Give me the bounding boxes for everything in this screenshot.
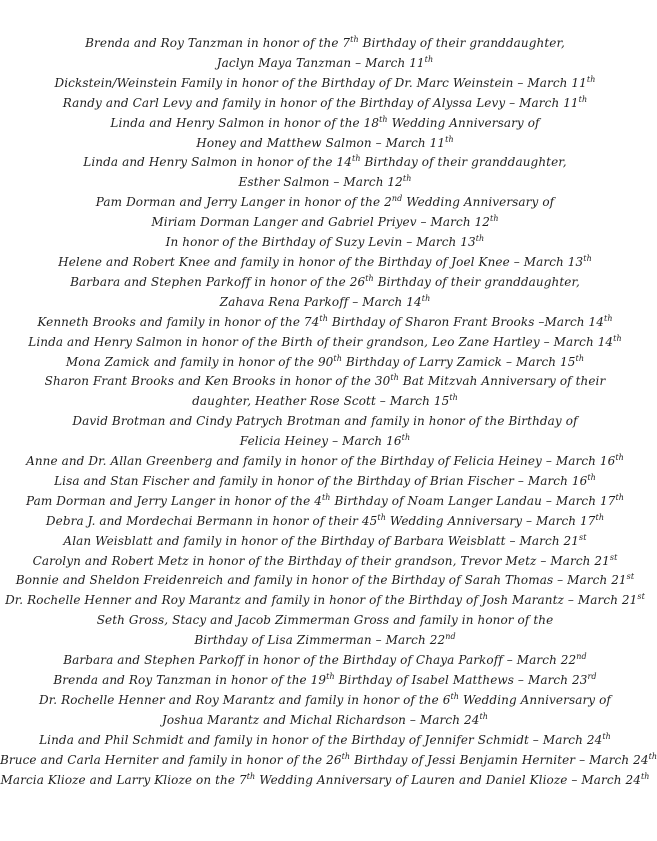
honor-line: Linda and Henry Salmon in honor of the 14th Birthday of their granddaughter, [83, 154, 567, 170]
honor-line: Dr. Rochelle Henner and Roy Marantz and family in honor of the Birthday of Josh Marantz – March 21st [5, 592, 645, 608]
honor-line: Barbara and Stephen Parkoff in honor of the Birthday of Chaya Parkoff – March 22nd [63, 652, 587, 668]
honor-line: Bonnie and Sheldon Freidenreich and family in honor of the Birthday of Sarah Thomas – March 21st [15, 572, 635, 588]
honor-line: Lisa and Stan Fischer and family in honor of the Birthday of Brian Fischer – March 16th [54, 472, 596, 488]
honor-line: Birthday of Lisa Zimmerman – March 22nd [194, 632, 456, 648]
honor-line: Linda and Henry Salmon in honor of the 18th Wedding Anniversary of [110, 114, 540, 130]
honor-line: In honor of the Birthday of Suzy Levin – March 13th [165, 234, 485, 250]
honor-line: Alan Weisblatt and family in honor of the Birthday of Barbara Weisblatt – March 21st [63, 532, 587, 548]
honor-line: Anne and Dr. Allan Greenberg and family in honor of the Birthday of Felicia Heiney – March 16th [26, 453, 624, 469]
honor-line: Miriam Dorman Langer and Gabriel Priyev – March 12th [151, 214, 499, 230]
honor-line: David Brotman and Cindy Patrych Brotman and family in honor of the Birthday of [72, 414, 578, 429]
honor-lines-list [0, 34, 657, 790]
honor-line: Carolyn and Robert Metz in honor of the Birthday of their grandson, Trevor Metz – March 21st [32, 552, 618, 568]
honor-line: Brenda and Roy Tanzman in honor of the 19th Birthday of Isabel Matthews – March 23rd [53, 672, 597, 687]
honor-line: Randy and Carl Levy and family in honor of the Birthday of Alyssa Levy – March 11th [62, 94, 588, 110]
honor-line: Linda and Henry Salmon in honor of the Birth of their grandson, Leo Zane Hartley – March 14th [28, 333, 622, 349]
honor-line: Kenneth Brooks and family in honor of the 74th Birthday of Sharon Frant Brooks –March 14th [37, 313, 613, 329]
honor-line: Pam Dorman and Jerry Langer in honor of the 4th Birthday of Noam Langer Landau – March 17th [25, 492, 625, 508]
honor-line: daughter, Heather Rose Scott – March 15th [192, 393, 458, 409]
honor-line: Dickstein/Weinstein Family in honor of the Birthday of Dr. Marc Weinstein – March 11th [54, 74, 596, 90]
honor-line: Helene and Robert Knee and family in honor of the Birthday of Joel Knee – March 13th [58, 253, 592, 269]
honor-line: Felicia Heiney – March 16th [239, 433, 411, 449]
honor-line: Honey and Matthew Salmon – March 11th [196, 134, 454, 150]
honor-line: Dr. Rochelle Henner and Roy Marantz and family in honor of the 6th Wedding Anniversary of [39, 691, 611, 707]
honor-line: Zahava Rena Parkoff – March 14th [219, 293, 431, 309]
honor-line: Brenda and Roy Tanzman in honor of the 7th Birthday of their granddaughter, [85, 35, 565, 50]
honor-line: Jaclyn Maya Tanzman – March 11th [216, 54, 434, 70]
honor-line: Barbara and Stephen Parkoff in honor of the 26th Birthday of their granddaughter, [70, 273, 580, 289]
honor-line: Bruce and Carla Herniter and family in honor of the 26th Birthday of Jessi Benjamin Herniter – March 24th [0, 751, 657, 767]
honor-line: Seth Gross, Stacy and Jacob Zimmerman Gross and family in honor of the [96, 613, 554, 628]
honor-line: Linda and Phil Schmidt and family in honor of the Birthday of Jennifer Schmidt – March 24th [39, 731, 611, 747]
honor-line: Joshua Marantz and Michal Richardson – March 24th [161, 711, 489, 727]
honor-line: Sharon Frant Brooks and Ken Brooks in honor of the 30th Bat Mitzvah Anniversary of their [44, 373, 606, 389]
honor-line: Pam Dorman and Jerry Langer in honor of the 2nd Wedding Anniversary of [95, 194, 555, 210]
honor-line: Debra J. and Mordechai Bermann in honor of their 45th Wedding Anniversary – March 17th [45, 512, 605, 528]
honor-line: Marcia Klioze and Larry Klioze on the 7th Wedding Anniversary of Lauren and Daniel Klioze – March 24th [0, 771, 650, 787]
honor-line: Esther Salmon – March 12th [238, 174, 412, 190]
honor-line: Mona Zamick and family in honor of the 90th Birthday of Larry Zamick – March 15th [65, 353, 585, 369]
